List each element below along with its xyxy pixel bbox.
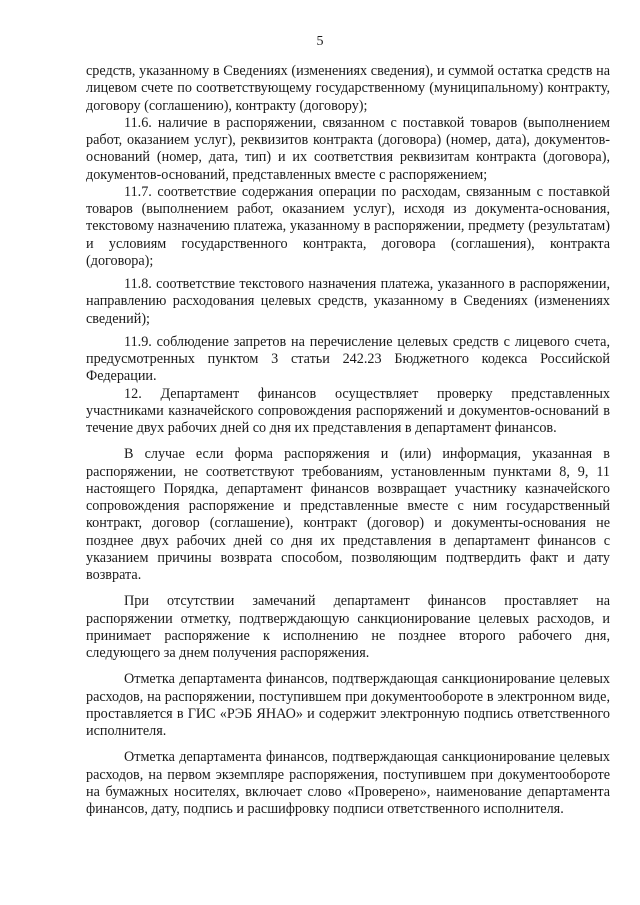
document-body — [86, 63, 610, 827]
paragraph-budget-balance: средств, указанному в Сведениях (изменениях сведения), и суммой остатка средств на лицевом счете по соответствующему государственному (муниципальному) контракту, договору (соглашению), контракту (договору); — [86, 63, 610, 114]
paragraph-11-8: 11.8. соответствие текстового назначения платежа, указанного в распоряжении, направлению расходования целевых средств, указанному в Сведениях (изменениях сведений); — [86, 276, 610, 327]
paragraph-11-7: 11.7. соответствие содержания операции по расходам, связанным с поставкой товаров (выполнением работ, оказанием услуг), исходя из документа-основания, текстовому назначению платежа, указанному в распоряжении, предмету (результатам) и условиям государственного контракта, договора (соглашения), контракта (договора); — [86, 183, 610, 269]
page-number: 5 — [316, 34, 324, 49]
paragraph-electronic-mark: Отметка департамента финансов, подтверждающая санкционирование целевых расходов, на распоряжении, поступившем при документообороте в электронном виде, проставляется в ГИС «РЭБ ЯНАО» и содержит электронную подпись ответственного исполнителя. — [86, 671, 610, 739]
paragraph-return-conditions: В случае если форма распоряжения и (или) информация, указанная в распоряжении, не соответствуют требованиям, установленным пунктами 8, 9, 11 настоящего Порядка, департамент финансов возвращает участнику казначейского сопровождения распоряжение и представленные вместе с ним государственный контракт, договор (соглашение), контракт (договор) и документы-основания не позднее двух рабочих дней со дня их представления в департамент финансов с указанием причины возврата способом, позволяющим подтвердить факт и дату возврата. — [86, 446, 610, 583]
paragraph-12: 12. Департамент финансов осуществляет проверку представленных участниками казначейского сопровождения распоряжений и документов-оснований в течение двух рабочих дней со дня их представления в департамент финансов. — [86, 385, 610, 436]
paragraph-11-9: 11.9. соблюдение запретов на перечисление целевых средств с лицевого счета, предусмотренных пунктом 3 статьи 242.23 Бюджетного кодекса Российской Федерации. — [86, 333, 610, 385]
paragraph-11-6: 11.6. наличие в распоряжении, связанном с поставкой товаров (выполнением работ, оказанием услуг), реквизитов контракта (договора) (номер, дата), документов-оснований (номер, дата, тип) и их соответствия реквизитам контракта (договора), документов-оснований, представленных вместе с распоряжением; — [86, 114, 610, 183]
paragraph-paper-mark: Отметка департамента финансов, подтверждающая санкционирование целевых расходов, на первом экземпляре распоряжения, поступившем при документообороте на бумажных носителях, включает слово «Проверено», наименование департамента финансов, дату, подпись и расшифровку подписи ответственного исполнителя. — [86, 749, 610, 817]
paragraph-approval: При отсутствии замечаний департамент финансов проставляет на распоряжении отметку, подтверждающую санкционирование целевых расходов, и принимает распоряжение к исполнению не позднее второго рабочего дня, следующего за днем получения распоряжения. — [86, 593, 610, 661]
